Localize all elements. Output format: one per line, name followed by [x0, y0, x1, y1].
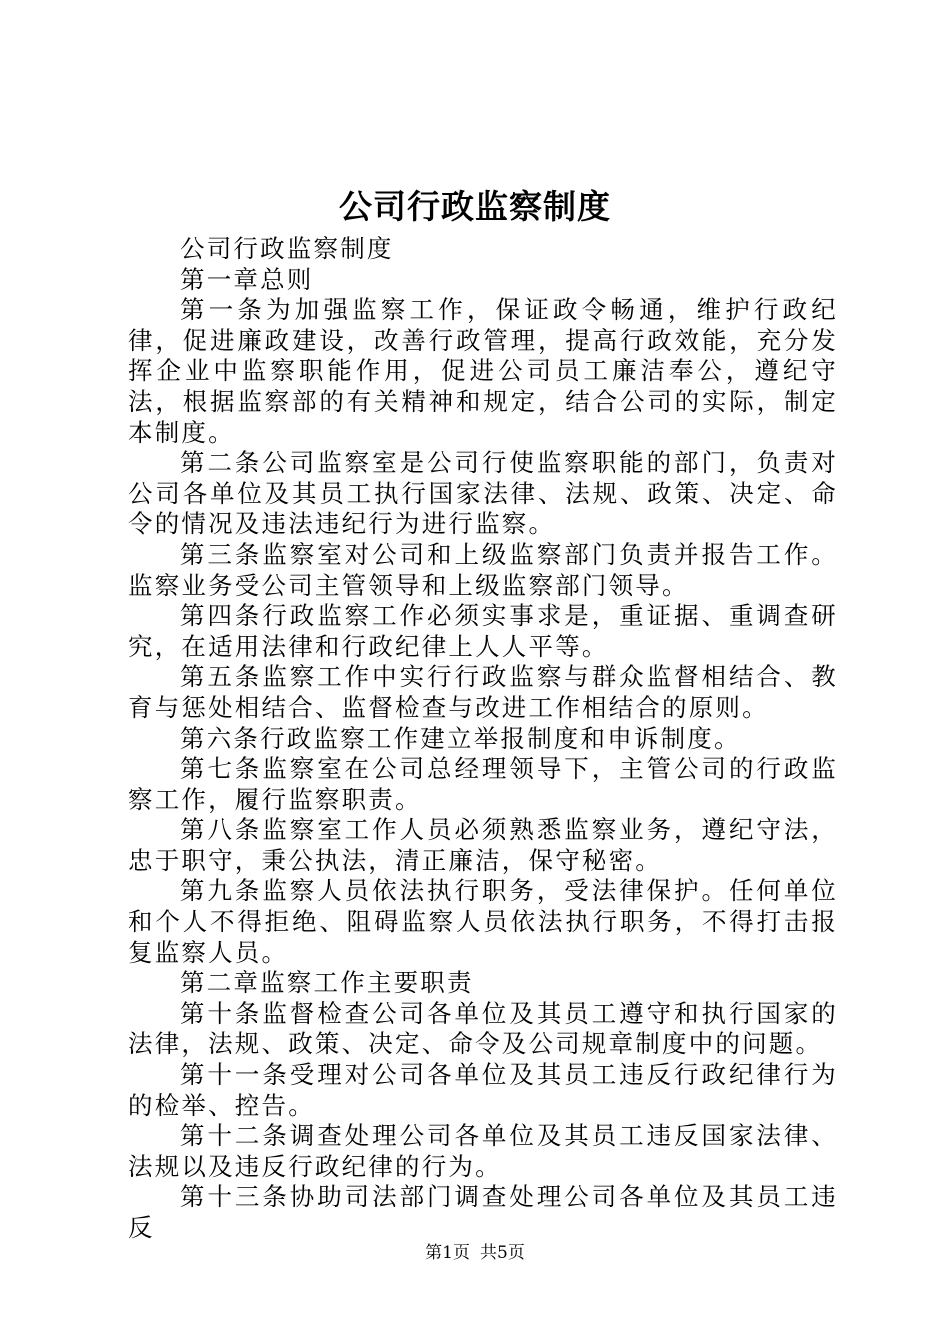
paragraph: 第十二条调查处理公司各单位及其员工违反国家法律、法规以及违反行政纪律的行为。 [128, 1121, 838, 1181]
document-title: 公司行政监察制度 [339, 187, 611, 226]
paragraph: 第十一条受理对公司各单位及其员工违反行政纪律行为的检举、控告。 [128, 1060, 838, 1120]
paragraph: 第七条监察室在公司总经理领导下，主管公司的行政监察工作，履行监察职责。 [128, 754, 838, 814]
paragraph: 第八条监察室工作人员必须熟悉监察业务，遵纪守法，忠于职守，秉公执法，清正廉洁，保守秘密。 [128, 815, 838, 875]
page-footer [0, 1241, 950, 1265]
page-total: 共5页 [480, 1243, 525, 1263]
document-body [128, 234, 838, 1244]
paragraph: 第四条行政监察工作必须实事求是，重证据、重调查研究，在适用法律和行政纪律上人人平等。 [128, 601, 838, 661]
paragraph: 第十三条协助司法部门调查处理公司各单位及其员工违反 [128, 1182, 838, 1242]
paragraph: 第十条监督检查公司各单位及其员工遵守和执行国家的法律，法规、政策、决定、命令及公司规章制度中的问题。 [128, 998, 838, 1059]
chapter-heading: 第一章总则 [180, 264, 314, 294]
page-number: 第1页 [425, 1243, 470, 1263]
chapter-heading: 第二章监察工作主要职责 [180, 968, 474, 998]
paragraph: 第一条为加强监察工作，保证政令畅通，维护行政纪律，促进廉政建设，改善行政管理，提高行政效能，充分发挥企业中监察职能作用，促进公司员工廉洁奉公，遵纪守法，根据监察部的有关精神和规定，结合公司的实际，制定本制度。 [128, 295, 838, 447]
paragraph: 第五条监察工作中实行行政监察与群众监督相结合、教育与惩处相结合、监督检查与改进工作相结合的原则。 [128, 662, 838, 722]
paragraph: 公司行政监察制度 [180, 234, 394, 263]
paragraph: 第九条监察人员依法执行职务，受法律保护。任何单位和个人不得拒绝、阻碍监察人员依法执行职务，不得打击报复监察人员。 [128, 876, 838, 967]
paragraph: 第六条行政监察工作建立举报制度和申诉制度。 [180, 723, 741, 753]
paragraph: 第三条监察室对公司和上级监察部门负责并报告工作。监察业务受公司主管领导和上级监察部门领导。 [128, 539, 838, 600]
paragraph: 第二条公司监察室是公司行使监察职能的部门，负责对公司各单位及其员工执行国家法律、法规、政策、决定、命令的情况及违法违纪行为进行监察。 [128, 448, 838, 539]
